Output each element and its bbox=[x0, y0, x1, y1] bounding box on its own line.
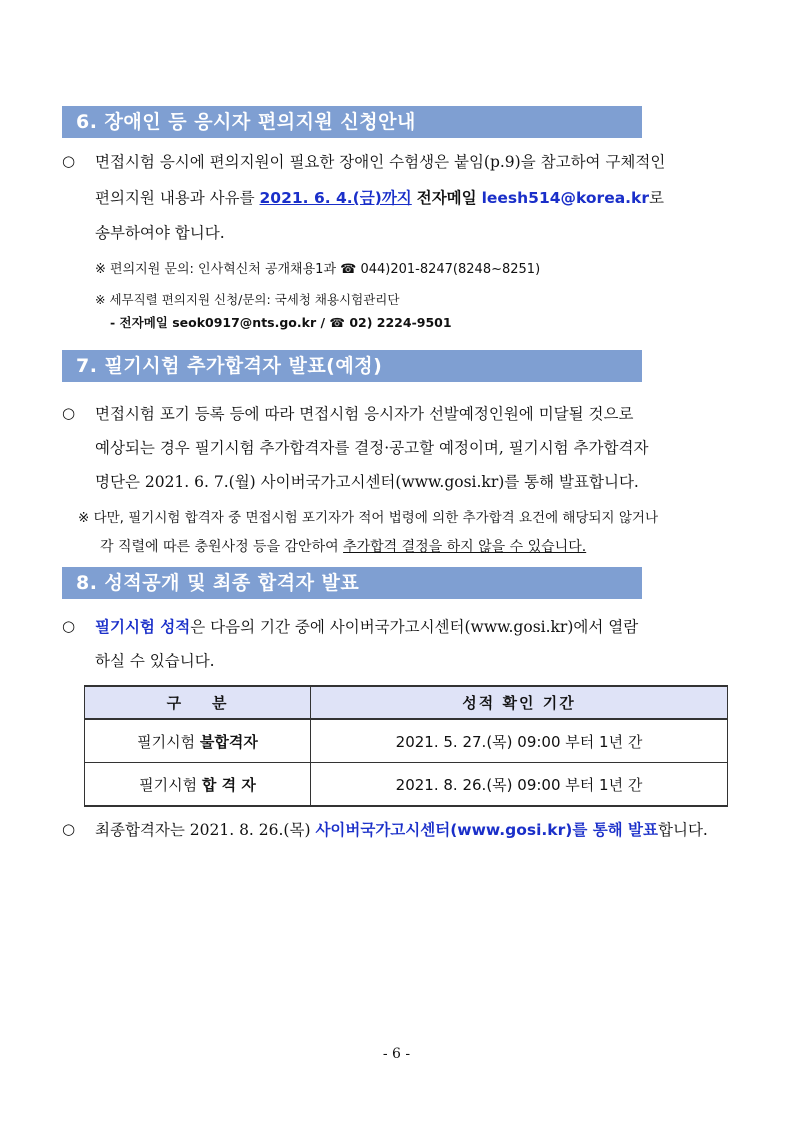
s7-line-2: 예상되는 경우 필기시험 추가합격자를 결정·공고할 예정이며, 필기시험 추가합격자 bbox=[95, 439, 649, 457]
section-7-heading: 7. 필기시험 추가합격자 발표(예정) bbox=[62, 350, 642, 382]
row-category-bold: 불합격자 bbox=[199, 732, 258, 751]
s6-line-3: 송부하여야 합니다. bbox=[95, 224, 225, 242]
row-category bbox=[85, 763, 311, 807]
table-row bbox=[85, 719, 728, 763]
s6-line-1: 면접시험 응시에 편의지원이 필요한 장애인 수험생은 붙임(p.9)을 참고하여 구체적인 bbox=[95, 153, 666, 171]
bullet: ○ bbox=[62, 152, 76, 170]
row-category bbox=[85, 719, 311, 763]
score-period-table bbox=[84, 685, 728, 807]
s7-note-2-underlined: 추가합격 결정을 하지 않을 수 있습니다. bbox=[343, 539, 587, 555]
final-end: 합니다. bbox=[658, 821, 708, 839]
s8-line-1-text: 은 다음의 기간 중에 사이버국가고시센터(www.gosi.kr)에서 열람 bbox=[190, 618, 639, 636]
row-category-prefix: 필기시험 bbox=[139, 775, 202, 794]
s7-note-2-text: 각 직렬에 따른 충원사정 등을 감안하여 bbox=[100, 539, 344, 555]
bullet: ○ bbox=[62, 617, 76, 635]
s7-line-3: 명단은 2021. 6. 7.(월) 사이버국가고시센터(www.gosi.kr)를 통해 발표합니다. bbox=[95, 473, 639, 491]
final-announcement bbox=[95, 818, 708, 840]
email-label: 전자메일 bbox=[416, 189, 477, 207]
header-period: 성적 확인 기간 bbox=[311, 686, 728, 719]
bullet: ○ bbox=[62, 820, 76, 838]
written-exam-score: 필기시험 성적 bbox=[95, 618, 191, 636]
s6-note-3: - 전자메일 seok0917@nts.go.kr / ☎ 02) 2224-9501 bbox=[110, 315, 452, 330]
s7-note-2 bbox=[100, 536, 586, 556]
table-header-row bbox=[85, 686, 728, 719]
section-6-heading: 6. 장애인 등 응시자 편의지원 신청안내 bbox=[62, 106, 642, 138]
s6-line-2-end: 로 bbox=[649, 189, 664, 207]
table-row bbox=[85, 763, 728, 807]
s8-line-2: 하실 수 있습니다. bbox=[95, 652, 215, 670]
final-highlight: 사이버국가고시센터(www.gosi.kr)를 통해 발표 bbox=[315, 821, 658, 839]
bullet: ○ bbox=[62, 404, 76, 422]
s6-note-1: ※ 편의지원 문의: 인사혁신처 공개채용1과 ☎ 044)201-8247(8248~8251) bbox=[95, 262, 541, 277]
s7-line-1: 면접시험 포기 등록 등에 따라 면접시험 응시자가 선발예정인원에 미달될 것으로 bbox=[95, 405, 634, 423]
row-period: 2021. 8. 26.(목) 09:00 부터 1년 간 bbox=[311, 763, 728, 807]
s7-note-1: ※ 다만, 필기시험 합격자 중 면접시험 포기자가 적어 법령에 의한 추가합격 요건에 해당되지 않거나 bbox=[78, 510, 658, 526]
page-number: - 6 - bbox=[382, 1046, 411, 1062]
final-text: 최종합격자는 2021. 8. 26.(목) bbox=[95, 821, 316, 839]
row-category-prefix: 필기시험 bbox=[137, 732, 200, 751]
deadline-date: 2021. 6. 4.(금)까지 bbox=[259, 189, 412, 207]
email-link[interactable]: leesh514@korea.kr bbox=[481, 189, 650, 207]
row-category-bold: 합 격 자 bbox=[201, 775, 256, 794]
s6-line-2 bbox=[95, 186, 664, 208]
header-category: 구 분 bbox=[85, 686, 311, 719]
section-8-heading: 8. 성적공개 및 최종 합격자 발표 bbox=[62, 567, 642, 599]
s6-note-2: ※ 세무직렬 편의지원 신청/문의: 국세청 채용시험관리단 bbox=[95, 292, 400, 307]
row-period: 2021. 5. 27.(목) 09:00 부터 1년 간 bbox=[311, 719, 728, 763]
s6-line-2-text: 편의지원 내용과 사유를 bbox=[95, 189, 260, 207]
s8-line-1 bbox=[95, 615, 638, 637]
